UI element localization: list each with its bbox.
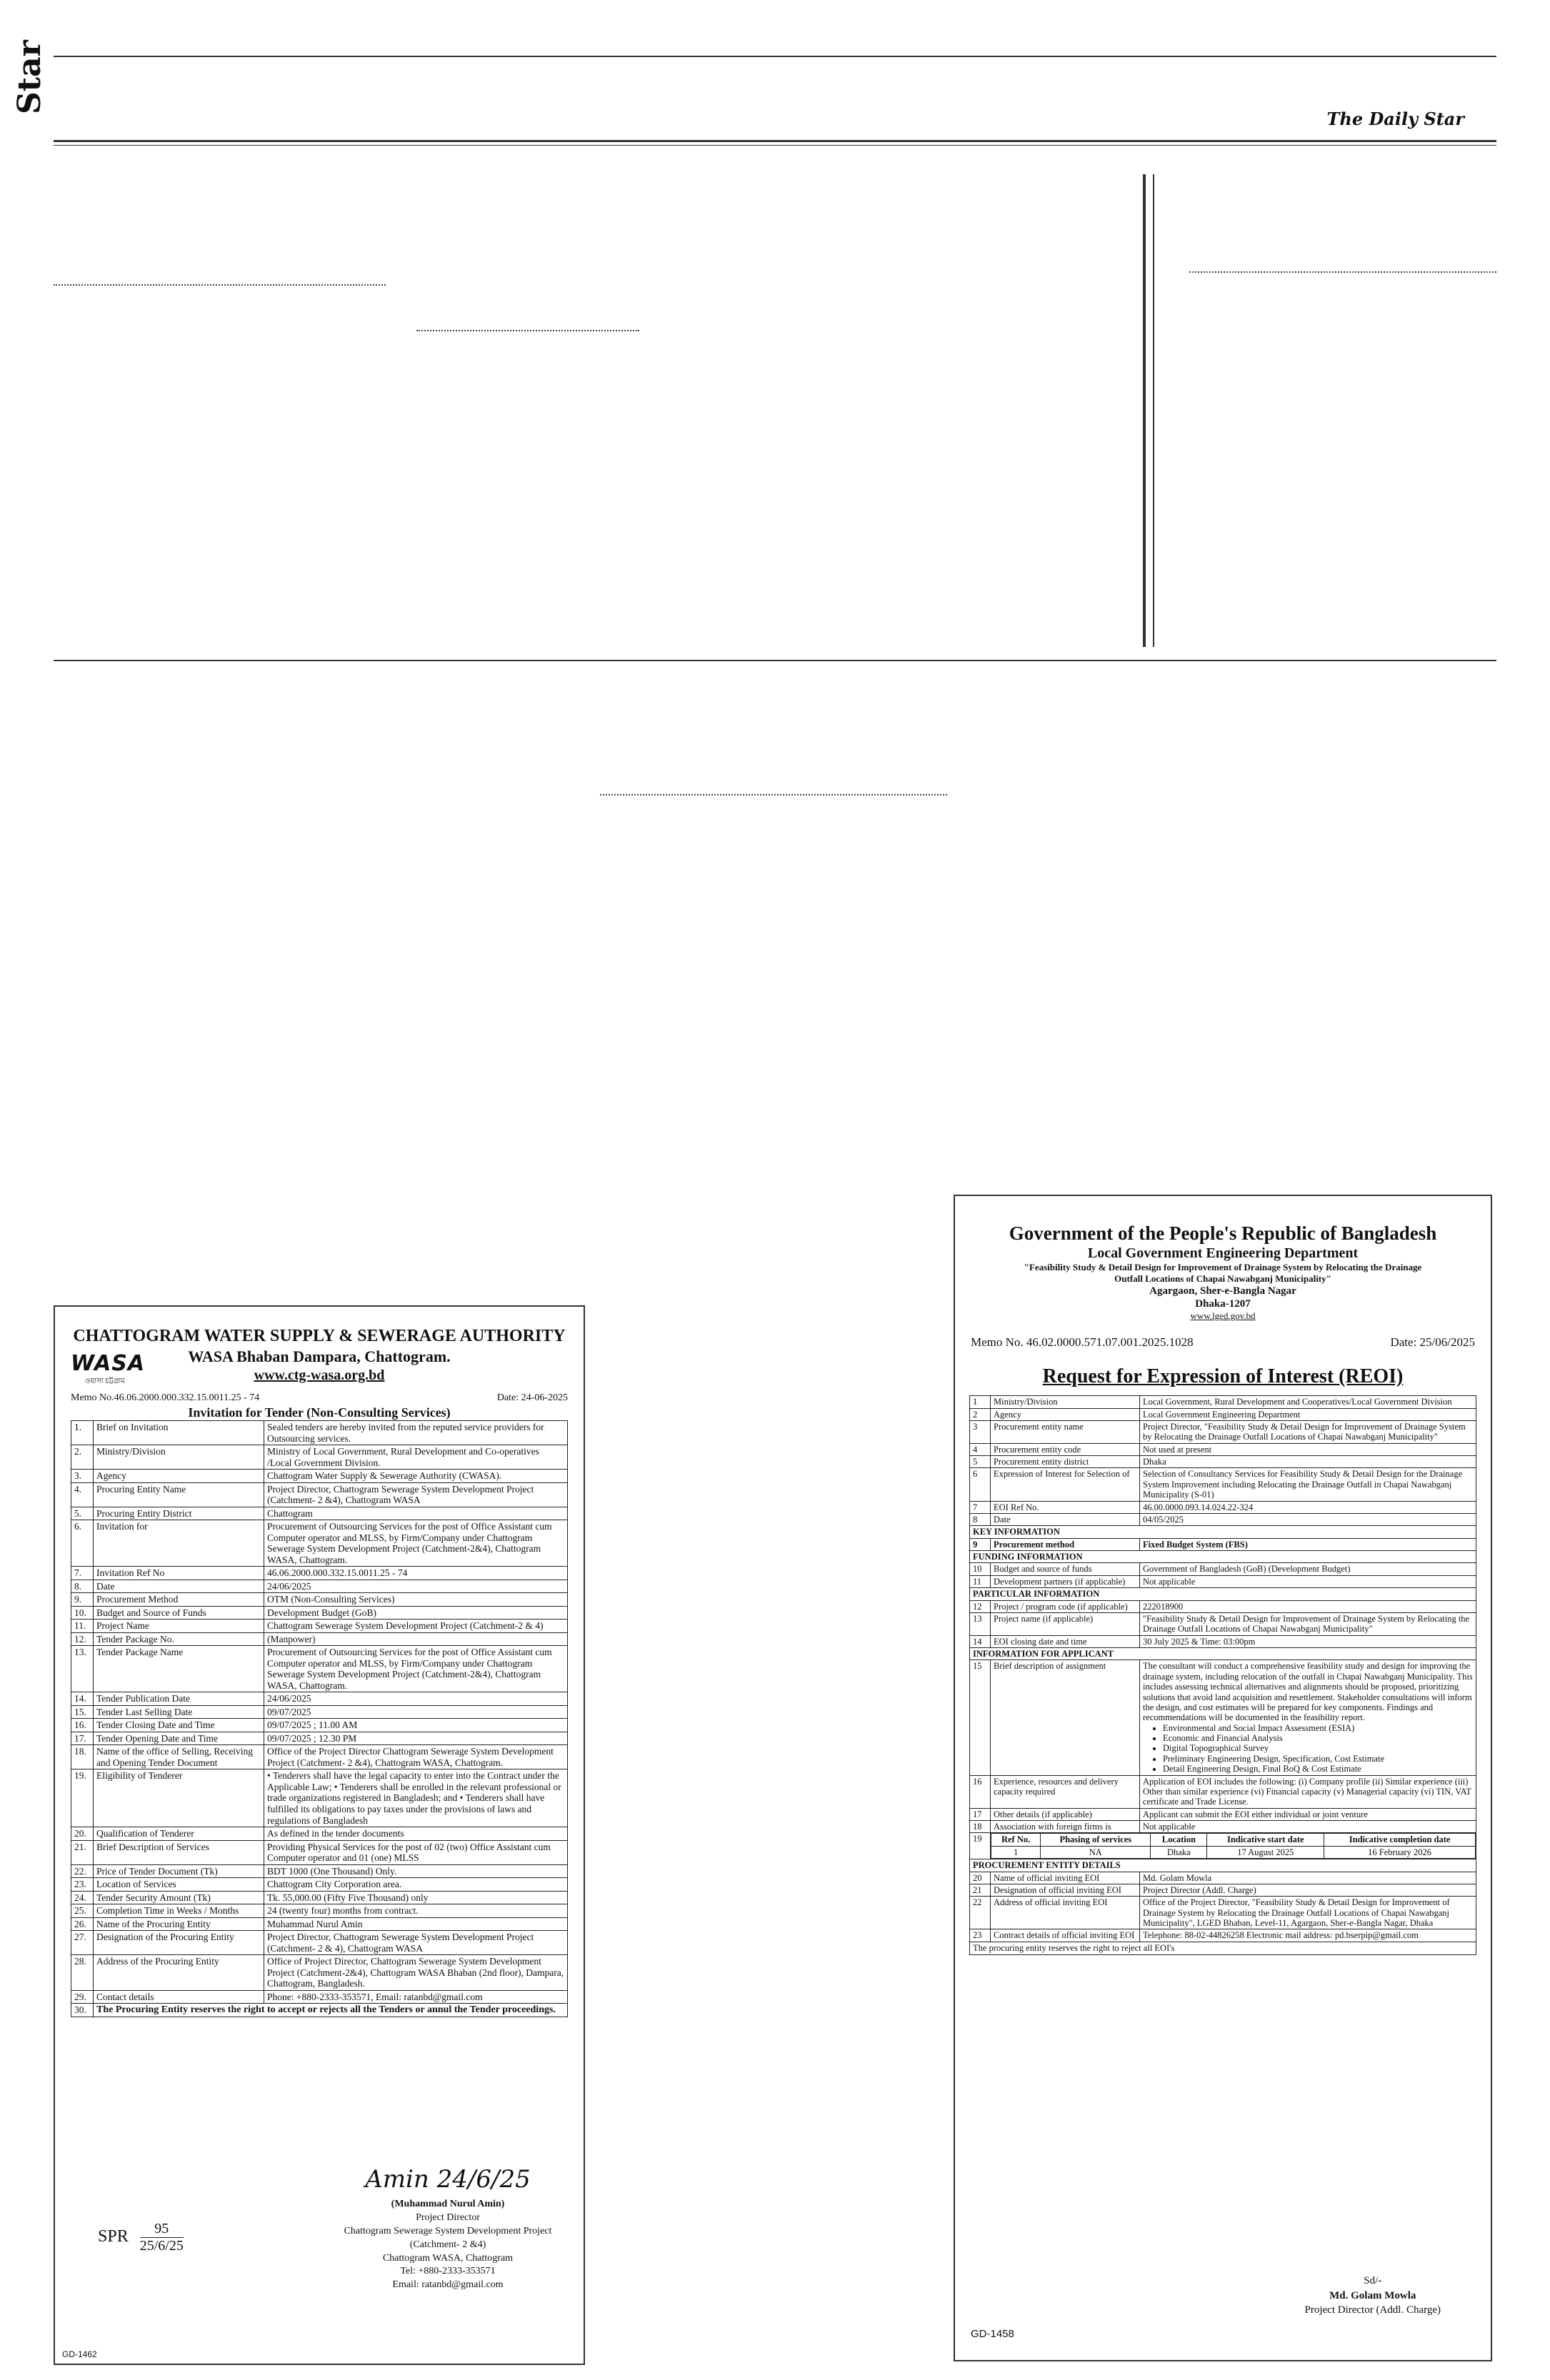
signature-line: Project Director (Addl. Charge) [1304, 2304, 1441, 2316]
list-item: • Digital Topographical Survey [1163, 1743, 1473, 1753]
row-number: 15. [71, 1705, 94, 1719]
row-key: Tender Opening Date and Time [94, 1732, 264, 1745]
row-number: 8. [71, 1580, 94, 1593]
reoi-address-2: Dhaka-1207 [1195, 1297, 1251, 1310]
signature-line: Chattogram Sewerage System Development Project [344, 2225, 552, 2236]
row-value: Project Director, Chattogram Sewerage System Development Project (Catchment- 2 &4), Chattogram WASA [264, 1482, 568, 1507]
row-value: • Tenderers shall have the legal capacity to enter into the Contract under the Applicable Law; • Tenderers shall be enrolled in the relevant professional or trade organizations registered in Bangladesh; and • Tenderers shall have fulfilled its obligations to pay taxes under the provisions of laws and regulations of Bangladesh [264, 1769, 568, 1827]
row-key: Experience, resources and delivery capacity required [991, 1775, 1140, 1808]
row-key: Procurement entity code [991, 1443, 1140, 1455]
row-value: Sealed tenders are hereby invited from the reputed service providers for Outsourcing services. [264, 1421, 568, 1445]
row-key: EOI closing date and time [991, 1635, 1140, 1647]
table-row [71, 1827, 568, 1841]
wasa-org-name: CHATTOGRAM WATER SUPPLY & SEWERAGE AUTHORITY [73, 1327, 566, 1345]
row-value: Chattogram Sewerage System Development Project (Catchment-2 & 4) [264, 1620, 568, 1633]
row-number: 7. [71, 1567, 94, 1580]
row-number: 20. [71, 1827, 94, 1841]
row-key: Qualification of Tenderer [94, 1827, 264, 1841]
table-row [970, 1821, 1476, 1833]
table-row [970, 1420, 1476, 1443]
row-value: Project Director, Chattogram Sewerage System Development Project (Catchment- 2 & 4), Chattogram WASA [264, 1931, 568, 1955]
row-value: 04/05/2025 [1140, 1513, 1476, 1525]
reoi-address-1: Agargaon, Sher-e-Bangla Nagar [1149, 1285, 1296, 1297]
table-row [71, 1580, 568, 1593]
phasing-data-row [991, 1846, 1476, 1858]
table-row [970, 1396, 1476, 1408]
row-number: 12 [970, 1600, 991, 1612]
table-row [970, 1538, 1476, 1550]
table-row [71, 1632, 568, 1646]
row-number: 27. [71, 1931, 94, 1955]
row-key: Brief on Invitation [94, 1421, 264, 1445]
section-header: PROCUREMENT ENTITY DETAILS [970, 1859, 1476, 1872]
brand-logo-text: The Daily Star [1326, 109, 1464, 129]
phasing-header-cell: Ref No. [991, 1834, 1041, 1846]
row-number: 10 [970, 1563, 991, 1575]
row-number: 15 [970, 1660, 991, 1775]
section-header-row [970, 1551, 1476, 1563]
column-divider [1143, 174, 1146, 647]
row-key: Procuring Entity District [94, 1507, 264, 1520]
row-value: Not applicable [1140, 1575, 1476, 1587]
table-row [71, 1931, 568, 1955]
row-key: Project Name [94, 1620, 264, 1633]
row-number: 11 [970, 1575, 991, 1587]
column-divider-thin [1153, 174, 1154, 647]
masthead-rule [54, 140, 1496, 142]
row-value: Muhammad Nurul Amin [264, 1917, 568, 1931]
table-row [71, 1593, 568, 1607]
row-key: Location of Services [94, 1878, 264, 1892]
table-row [970, 1884, 1476, 1896]
table-row [970, 1456, 1476, 1468]
row-number: 30. [71, 2004, 94, 2017]
task-list [1143, 1723, 1473, 1774]
row-value: 09/07/2025 ; 11.00 AM [264, 1719, 568, 1732]
table-row [71, 1482, 568, 1507]
row-key: Budget and Source of Funds [94, 1606, 264, 1620]
table-row [970, 1600, 1476, 1612]
row-value: Procurement of Outsourcing Services for the post of Office Assistant cum Computer operator and MLSS, by Firm/Company under Chattogram Sewerage System Development Project (Catchment-2&4), Chattogram WASA, Chattogram. [264, 1646, 568, 1692]
row-key: Invitation for [94, 1520, 264, 1567]
table-row [71, 1445, 568, 1470]
row-key: Tender Security Amount (Tk) [94, 1891, 264, 1904]
row-key: Contact details [94, 1990, 264, 2004]
wasa-title: Invitation for Tender (Non-Consulting Services) [188, 1405, 451, 1420]
row-value: Tk. 55,000.00 (Fifty Five Thousand) only [264, 1891, 568, 1904]
row-key: Date [94, 1580, 264, 1593]
table-row [71, 1507, 568, 1520]
row-number: 17. [71, 1732, 94, 1745]
row-value: Office of the Project Director Chattogram Sewerage System Development Project (Catchment- 2 &4), Chattogram WASA, Chattogram. [264, 1745, 568, 1769]
table-row [71, 1606, 568, 1620]
phasing-cell [991, 1833, 1476, 1859]
reoi-gov: Government of the People's Republic of Bangladesh [1009, 1222, 1437, 1244]
row-value: 46.06.2000.000.332.15.0011.25 - 74 [264, 1567, 568, 1580]
table-row [970, 1501, 1476, 1513]
table-row [71, 1470, 568, 1483]
row-value: Government of Bangladesh (GoB) (Development Budget) [1140, 1563, 1476, 1575]
row-number: 22. [71, 1864, 94, 1878]
table-row [970, 1872, 1476, 1884]
row-key: Other details (if applicable) [991, 1808, 1140, 1820]
row-value: (Manpower) [264, 1632, 568, 1646]
reoi-signature-block [1305, 2274, 1441, 2317]
table-row [71, 1719, 568, 1732]
row-value: 24/06/2025 [264, 1580, 568, 1593]
table-row [71, 1620, 568, 1633]
row-number: 14. [71, 1692, 94, 1706]
table-row [970, 1897, 1476, 1929]
table-row [71, 1692, 568, 1706]
signature-line: Tel: +880-2333-353571 [400, 2266, 496, 2277]
phasing-header-cell: Indicative completion date [1324, 1834, 1476, 1846]
row-value: As defined in the tender documents [264, 1827, 568, 1841]
row-value: Chattogram Water Supply & Sewerage Authority (CWASA). [264, 1470, 568, 1483]
table-row [970, 1929, 1476, 1942]
row-key: Agency [94, 1470, 264, 1483]
row-value: Selection of Consultancy Services for Feasibility Study & Detail Design for the Drainage System Improvement including Relocating the Drainage Outfall in Chapai Nawabganj Municipality (S-01) [1140, 1468, 1476, 1501]
row-value: 46.00.0000.093.14.024.22-324 [1140, 1501, 1476, 1513]
row-key: Tender Package Name [94, 1646, 264, 1692]
handwritten-signature: Amin 24/6/25 [365, 2165, 531, 2194]
row-number: 5 [970, 1456, 991, 1468]
row-key: Completion Time in Weeks / Months [94, 1904, 264, 1918]
row-key: Agency [991, 1408, 1140, 1420]
separator [416, 330, 639, 331]
wasa-logo-sub: ওয়াসা চট্টগ্রাম [85, 1377, 125, 1385]
row-value: Chattogram [264, 1507, 568, 1520]
spr-date: 25/6/25 [139, 2238, 184, 2254]
wasa-gd-number: GD-1462 [62, 2349, 97, 2359]
row-value: Development Budget (GoB) [264, 1606, 568, 1620]
row-number: 14 [970, 1635, 991, 1647]
reoi-table [969, 1395, 1476, 1942]
row-key: Name of official inviting EOI [991, 1872, 1140, 1884]
row-key: Brief Description of Services [94, 1840, 264, 1864]
section-header: FUNDING INFORMATION [970, 1551, 1476, 1563]
row-value: 09/07/2025 [264, 1705, 568, 1719]
phasing-row [970, 1833, 1476, 1859]
row-number: 23 [970, 1929, 991, 1942]
row-key: Procurement entity district [991, 1456, 1140, 1468]
reoi-gd-number: GD-1458 [971, 2328, 1014, 2340]
row-value: Md. Golam Mowla [1140, 1872, 1476, 1884]
reoi-url[interactable]: www.lged.gov.bd [1190, 1310, 1256, 1321]
row-number: 2 [970, 1408, 991, 1420]
row-number: 28. [71, 1955, 94, 1991]
row-value: Application of EOI includes the following: (i) Company profile (ii) Similar experience (iii) Other than similar experience (vi) Financial capacity (v) Managerial capacity (vi) TIN, VAT certificate and Trade License. [1140, 1775, 1476, 1808]
section-header: INFORMATION FOR APPLICANT [970, 1648, 1476, 1660]
row-key: Eligibility of Tenderer [94, 1769, 264, 1827]
row-value: 09/07/2025 ; 12.30 PM [264, 1732, 568, 1745]
table-row [71, 1955, 568, 1991]
section-header-row [970, 1588, 1476, 1600]
row-number: 11. [71, 1620, 94, 1633]
row-value: Not used at present [1140, 1443, 1476, 1455]
row-number: 16 [970, 1775, 991, 1808]
row-key: Price of Tender Document (Tk) [94, 1864, 264, 1878]
section-header: PARTICULAR INFORMATION [970, 1588, 1476, 1600]
table-row [970, 1468, 1476, 1501]
row-key: Project / program code (if applicable) [991, 1600, 1140, 1612]
list-item: • Environmental and Social Impact Assessment (ESIA) [1163, 1723, 1473, 1733]
table-row [71, 1917, 568, 1931]
row-number: 21 [970, 1884, 991, 1896]
row-value: Chattogram City Corporation area. [264, 1878, 568, 1892]
row-key: Brief description of assignment [991, 1660, 1140, 1775]
wasa-date: Date: 24-06-2025 [496, 1392, 568, 1403]
row-value: 222018900 [1140, 1600, 1476, 1612]
row-value: The Procuring Entity reserves the right to accept or rejects all the Tenders or annul the Tender proceedings. [94, 2004, 568, 2017]
signature-line: Project Director [416, 2211, 480, 2223]
row-number: 4. [71, 1482, 94, 1507]
row-key: Designation of official inviting EOI [991, 1884, 1140, 1896]
reoi-memo: Memo No. 46.02.0000.571.07.001.2025.1028 [971, 1335, 1194, 1350]
section-header-row [970, 1648, 1476, 1660]
row-key: Procurement Method [94, 1593, 264, 1607]
table-row [71, 1520, 568, 1567]
signature-line: Sd/- [1364, 2275, 1382, 2287]
row-value: Office of Project Director, Chattogram Sewerage System Development Project (Catchment-2&4), Chattogram WASA Bhaban (2nd floor), Dampara, Chattogram, Bangladesh. [264, 1955, 568, 1991]
table-row [970, 1575, 1476, 1587]
table-row [71, 1990, 568, 2004]
row-key: Designation of the Procuring Entity [94, 1931, 264, 1955]
row-number: 5. [71, 1507, 94, 1520]
wasa-address: WASA Bhaban Dampara, Chattogram. [188, 1347, 451, 1365]
table-row [71, 1421, 568, 1445]
row-key: Procuring Entity Name [94, 1482, 264, 1507]
table-row [970, 1612, 1476, 1635]
wasa-tender-ad [54, 1305, 585, 2365]
signature-line: Chattogram WASA, Chattogram [382, 2252, 514, 2264]
table-row [71, 1904, 568, 1918]
spr-label: SPR [98, 2227, 129, 2246]
phasing-header-cell: Phasing of services [1041, 1834, 1151, 1846]
row-value: Local Government Engineering Department [1140, 1408, 1476, 1420]
phasing-data-cell: 16 February 2026 [1324, 1846, 1476, 1858]
row-key: Association with foreign firms is [991, 1821, 1140, 1833]
wasa-logo [71, 1351, 156, 1384]
row-key: Date [991, 1513, 1140, 1525]
table-row [71, 1567, 568, 1580]
list-item: • Detail Engineering Design, Final BoQ & Cost Estimate [1163, 1764, 1473, 1774]
table-row [970, 1635, 1476, 1647]
phasing-data-cell: Dhaka [1151, 1846, 1207, 1858]
row-key: EOI Ref No. [991, 1501, 1140, 1513]
top-rule [54, 56, 1496, 57]
row-number: 4 [970, 1443, 991, 1455]
row-key: Development partners (if applicable) [991, 1575, 1140, 1587]
row-key: Address of official inviting EOI [991, 1897, 1140, 1929]
row-value: Providing Physical Services for the post of 02 (two) Office Assistant cum Computer operator and 01 (one) MLSS [264, 1840, 568, 1864]
table-row [71, 1705, 568, 1719]
row-number: 10. [71, 1606, 94, 1620]
wasa-url[interactable]: www.ctg-wasa.org.bd [254, 1367, 385, 1383]
row-key: Ministry/Division [991, 1396, 1140, 1408]
wasa-tender-table [71, 1420, 568, 2017]
phasing-data-cell: 1 [991, 1846, 1041, 1858]
row-value: Applicant can submit the EOI either individual or joint venture [1140, 1808, 1476, 1820]
row-key: Tender Publication Date [94, 1692, 264, 1706]
section-header-row [970, 1526, 1476, 1538]
reoi-dept: Local Government Engineering Department [1087, 1245, 1359, 1262]
phasing-header [991, 1834, 1476, 1846]
table-row [970, 1808, 1476, 1820]
row-number: 3 [970, 1420, 991, 1443]
row-number: 2. [71, 1445, 94, 1470]
reoi-date: Date: 25/06/2025 [1390, 1335, 1475, 1350]
table-row [71, 1646, 568, 1692]
row-number: 16. [71, 1719, 94, 1732]
row-value: Project Director, "Feasibility Study & Detail Design for Improvement of Drainage System by Relocating the Drainage Outfall Locations of Chapai Nawabganj Municipality" [1140, 1420, 1476, 1443]
table-row [970, 1563, 1476, 1575]
row-number: 6 [970, 1468, 991, 1501]
separator [600, 794, 947, 795]
signature-line: Email: ratanbd@gmail.com [392, 2279, 504, 2291]
row-key: Tender Package No. [94, 1632, 264, 1646]
row-number: 17 [970, 1808, 991, 1820]
row-number: 18 [970, 1821, 991, 1833]
section-mark: Star [11, 40, 48, 114]
reoi-project: "Feasibility Study & Detail Design for Improvement of Drainage System by Relocating the Drainage Outfall Locations of Chapai Nawabganj Municipality" [1024, 1262, 1422, 1284]
row-number: 3. [71, 1470, 94, 1483]
row-number: 1. [71, 1421, 94, 1445]
separator [54, 284, 386, 286]
row-number: 29. [71, 1990, 94, 2004]
table-row [71, 1732, 568, 1745]
row-number: 26. [71, 1917, 94, 1931]
wasa-signature-block [326, 2164, 569, 2292]
signature-line: Md. Golam Mowla [1329, 2289, 1416, 2301]
row-value: Office of the Project Director, "Feasibility Study & Detail Design for Improvement of Drainage System by Relocating the Drainage Outfall Locations of Chapai Nawabganj Municipality", LGED Bhaban, Level-11, Agargaon, Sher-e-Bangla Nagar, Dhaka [1140, 1897, 1476, 1929]
phasing-header-cell: Location [1151, 1834, 1207, 1846]
table-row [970, 1775, 1476, 1808]
row-number: 12. [71, 1632, 94, 1646]
row-key: Invitation Ref No [94, 1567, 264, 1580]
signature-line: (Catchment- 2 &4) [409, 2239, 486, 2250]
row-value: Procurement of Outsourcing Services for the post of Office Assistant cum Computer operator and MLSS, by Firm/Company under Chattogram Sewerage System Development Project (Catchment-2&4), Chattogram WASA, Chattogram. [264, 1520, 568, 1567]
lged-reoi-ad [954, 1195, 1492, 2361]
row-key: Project name (if applicable) [991, 1612, 1140, 1635]
table-row [970, 1443, 1476, 1455]
row-number: 7 [970, 1501, 991, 1513]
row-number: 13 [970, 1612, 991, 1635]
masthead-rule-thin [54, 145, 1496, 146]
phasing-data-cell: 17 August 2025 [1207, 1846, 1324, 1858]
row-value: Fixed Budget System (FBS) [1140, 1538, 1476, 1550]
row-key: Address of the Procuring Entity [94, 1955, 264, 1991]
row-number: 9. [71, 1593, 94, 1607]
row-value: Telephone: 88-02-44826258 Electronic mail address: pd.bserpip@gmail.com [1140, 1929, 1476, 1942]
phasing-table [991, 1833, 1476, 1859]
table-row [970, 1513, 1476, 1525]
row-key: Ministry/Division [94, 1445, 264, 1470]
row-value: Project Director (Addl. Charge) [1140, 1884, 1476, 1896]
table-row [71, 1864, 568, 1878]
row-value: Phone: +880-2333-353571, Email: ratanbd@gmail.com [264, 1990, 568, 2004]
row-number: 21. [71, 1840, 94, 1864]
row-number: 23. [71, 1878, 94, 1892]
separator [1189, 271, 1496, 273]
row-key: Name of the Procuring Entity [94, 1917, 264, 1931]
row-value [1140, 1660, 1476, 1775]
row-number: 22 [970, 1897, 991, 1929]
row-value: 24/06/2025 [264, 1692, 568, 1706]
list-item: • Economic and Financial Analysis [1163, 1733, 1473, 1743]
wasa-memo: Memo No.46.06.2000.000.332.15.0011.25 - 74 [71, 1392, 260, 1403]
spr-mark [98, 2221, 184, 2254]
row-key: Procurement method [991, 1538, 1140, 1550]
phasing-header-cell: Indicative start date [1207, 1834, 1324, 1846]
reoi-title: Request for Expression of Interest (REOI) [1042, 1365, 1404, 1388]
row-value: "Feasibility Study & Detail Design for Improvement of Drainage System by Relocating the Drainage Outfall Locations of Chapai Nawabganj Municipality" [1140, 1612, 1476, 1635]
row-key: Name of the office of Selling, Receiving and Opening Tender Document [94, 1745, 264, 1769]
row-value: 30 July 2025 & Time: 03:00pm [1140, 1635, 1476, 1647]
row-key: Expression of Interest for Selection of [991, 1468, 1140, 1501]
spr-number: 95 [140, 2221, 184, 2238]
row-number: 9 [970, 1538, 991, 1550]
row-key: Procurement entity name [991, 1420, 1140, 1443]
row-value: Dhaka [1140, 1456, 1476, 1468]
row-number: 6. [71, 1520, 94, 1567]
row-value: 24 (twenty four) months from contract. [264, 1904, 568, 1918]
row-value: Ministry of Local Government, Rural Development and Co-operatives /Local Government Division. [264, 1445, 568, 1470]
table-row [71, 1840, 568, 1864]
phasing-data-cell: NA [1041, 1846, 1151, 1858]
row-number: 20 [970, 1872, 991, 1884]
table-row [970, 1408, 1476, 1420]
row-number: 1 [970, 1396, 991, 1408]
section-rule [54, 660, 1496, 661]
row-value-text: The consultant will conduct a comprehensive feasibility study and design for improving the drainage system, including relocation of the outfall in Chapai Nawabganj Municipality. This includes assessing technical alternatives and alignments should be proposed, prioritizing solutions that avoid land acquisition and resettlement. Stakeholder consultations will inform the design, and cost estimates will be prepared for key components. Findings and recommendations will be documented in the feasibility report. [1143, 1661, 1473, 1723]
row-value: BDT 1000 (One Thousand) Only. [264, 1864, 568, 1878]
row-key: Tender Closing Date and Time [94, 1719, 264, 1732]
row-number: 18. [71, 1745, 94, 1769]
row-value: Not applicable [1140, 1821, 1476, 1833]
table-row [71, 2004, 568, 2017]
table-row [71, 1891, 568, 1904]
table-row [71, 1745, 568, 1769]
table-row [71, 1769, 568, 1827]
row-number: 19 [970, 1833, 991, 1859]
section-header: KEY INFORMATION [970, 1526, 1476, 1538]
row-number: 13. [71, 1646, 94, 1692]
table-row [71, 1878, 568, 1892]
signature-line: (Muhammad Nurul Amin) [391, 2199, 505, 2209]
row-number: 25. [71, 1904, 94, 1918]
table-row [970, 1660, 1476, 1775]
list-item: • Preliminary Engineering Design, Specification, Cost Estimate [1163, 1754, 1473, 1764]
row-value: OTM (Non-Consulting Services) [264, 1593, 568, 1607]
row-key: Tender Last Selling Date [94, 1705, 264, 1719]
row-number: 8 [970, 1513, 991, 1525]
wasa-logo-word: WASA [71, 1351, 146, 1376]
row-number: 19. [71, 1769, 94, 1827]
row-number: 24. [71, 1891, 94, 1904]
row-value: Local Government, Rural Development and Cooperatives/Local Government Division [1140, 1396, 1476, 1408]
reoi-reserve-note: The procuring entity reserves the right to reject all EOI's [969, 1942, 1476, 1955]
row-key: Contract details of official inviting EOI [991, 1929, 1140, 1942]
row-key: Budget and source of funds [991, 1563, 1140, 1575]
section-header-row [970, 1859, 1476, 1872]
